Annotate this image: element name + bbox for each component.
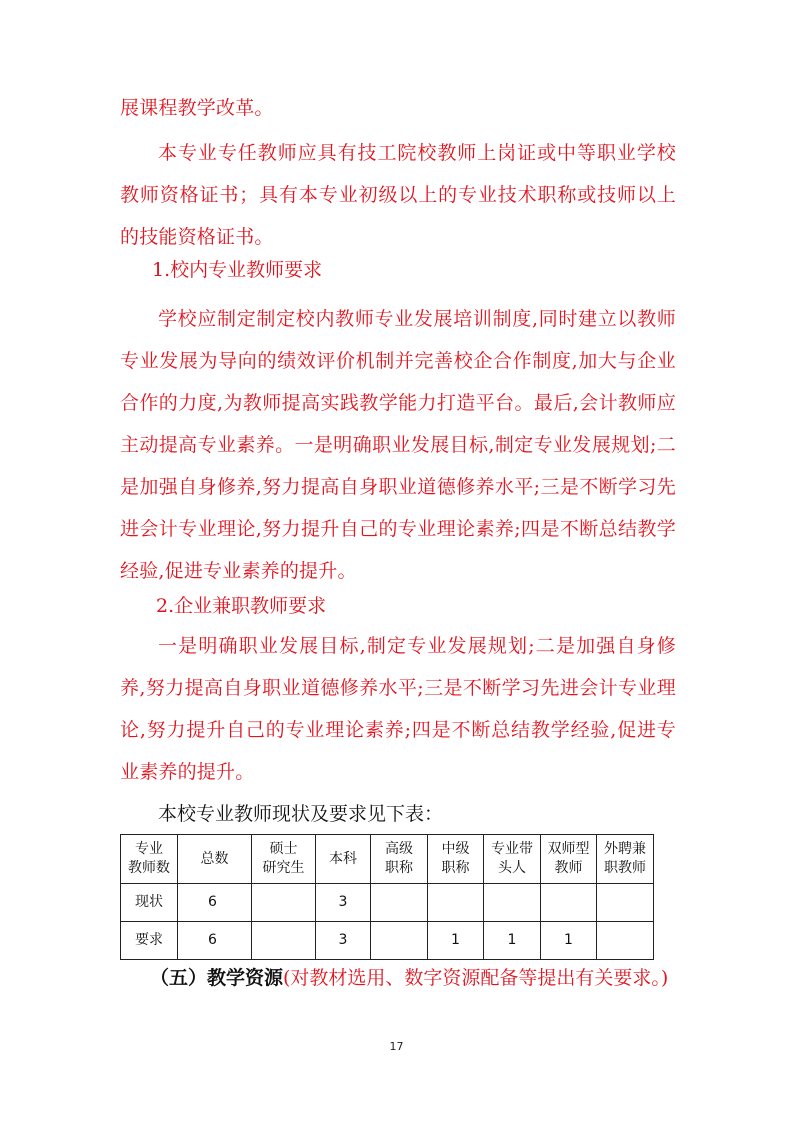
header-cell: 高级 职称 [371, 835, 428, 884]
header-cell: 专业带 头人 [484, 835, 541, 884]
table-cell: 1 [428, 922, 484, 960]
paragraph-parttime-teachers: 一是明确职业发展目标,制定专业发展规划;二是加强自身修养,努力提高自身职业道德修养水平;三是不断学习先进会计专业理论,努力提升自己的专业理论素养;四是不断总结教学经验,促进专业素养的提升。 [120, 635, 676, 783]
header-cell: 外聘兼 职教师 [597, 835, 654, 884]
table-row [121, 884, 654, 922]
table-cell: 1 [541, 922, 597, 960]
table-cell [541, 884, 597, 922]
paragraph-teacher-qualification: 本专业专任教师应具有技工院校教师上岗证或中等职业学校教师资格证书；具有本专业初级以上的专业技术职称或技师以上的技能资格证书。 [120, 142, 676, 248]
table-cell [252, 922, 316, 960]
table-cell: 6 [178, 922, 252, 960]
table-cell: 3 [316, 884, 371, 922]
table-cell [597, 884, 654, 922]
section-note: (对教材选用、数字资源配备等提出有关要求。) [283, 967, 669, 989]
header-cell: 双师型 教师 [541, 835, 597, 884]
table-cell: 要求 [121, 922, 178, 960]
header-cell: 总数 [178, 835, 252, 884]
table-cell [371, 922, 428, 960]
section-title: （五）教学资源 [150, 967, 284, 989]
section-teaching-resources [150, 964, 668, 992]
table-cell [428, 884, 484, 922]
page-number: 17 [389, 1040, 404, 1053]
paragraph-campus-teachers: 学校应制定制定校内教师专业发展培训制度,同时建立以教师专业发展为导向的绩效评价机制并完善校企合作制度,加大与企业合作的力度,为教师提高实践教学能力打造平台。最后,会计教师应主动提高专业素养。一是明确职业发展目标,制定专业发展规划;二是加强自身修养,努力提高自身职业道德修养水平;三是不断学习先进会计专业理论,努力提升自己的专业理论素养;四是不断总结教学经验,促进专业素养的提升。 [120, 308, 676, 582]
header-cell: 中级 职称 [428, 835, 484, 884]
table-row [121, 922, 654, 960]
table-cell: 1 [484, 922, 541, 960]
heading-parttime-teachers: 2.企业兼职教师要求 [156, 595, 327, 617]
header-cell: 硕士 研究生 [252, 835, 316, 884]
table-cell [597, 922, 654, 960]
table-cell: 现状 [121, 884, 178, 922]
paragraph-continuation: 展课程教学改革。 [120, 97, 274, 119]
header-cell: 本科 [316, 835, 371, 884]
table-cell [252, 884, 316, 922]
teacher-staff-table [120, 834, 654, 960]
table-intro: 本校专业教师现状及要求见下表： [158, 803, 444, 825]
table-cell [484, 884, 541, 922]
header-cell: 专业 教师数 [121, 835, 178, 884]
table-cell: 6 [178, 884, 252, 922]
heading-campus-teachers: 1.校内专业教师要求 [152, 259, 323, 281]
table-header-row [121, 835, 654, 884]
table-cell: 3 [316, 922, 371, 960]
table-cell [371, 884, 428, 922]
